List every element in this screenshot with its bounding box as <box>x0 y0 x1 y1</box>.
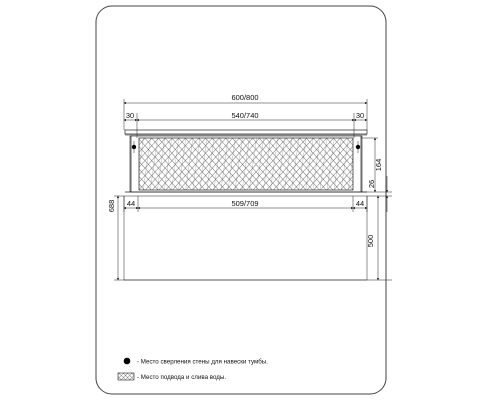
height-total-label: 688 <box>107 199 116 213</box>
countertop <box>125 130 367 134</box>
right-offset-bottom-label: 44 <box>355 199 365 208</box>
legend-drill-text: - Место сверления стены для навески тумбы. <box>137 358 268 366</box>
legend-water-text: - Место подвода и слива воды. <box>137 374 227 381</box>
small-gap-label: 26 <box>367 179 376 189</box>
left-offset-bottom-label: 44 <box>126 199 136 208</box>
bottom-width-label: 509/709 <box>231 199 259 208</box>
vertical-zone-label: 164 <box>374 158 383 172</box>
inner-width-label: 540/740 <box>231 111 259 120</box>
legend-drill-marker <box>124 358 131 365</box>
left-offset-top-label: 30 <box>125 111 135 120</box>
right-offset-top-label: 30 <box>355 111 365 120</box>
height-lower-label: 500 <box>366 234 375 248</box>
water-zone <box>139 138 353 190</box>
overall-width-label: 600/800 <box>231 93 259 102</box>
legend-water-swatch <box>118 373 134 380</box>
